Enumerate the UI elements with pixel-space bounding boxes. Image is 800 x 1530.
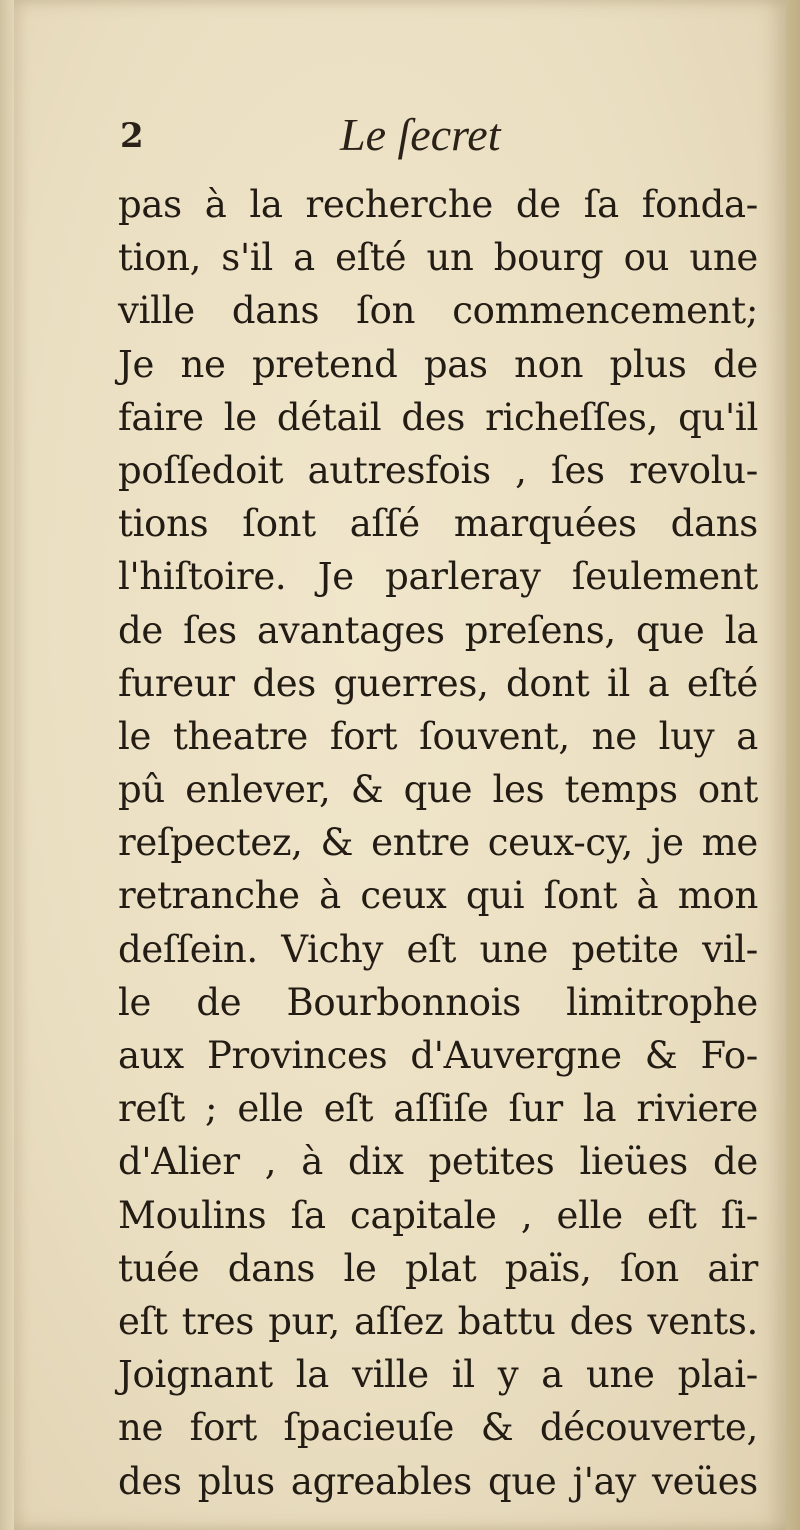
page-right-edge [786,0,800,1530]
page-left-edge [0,0,14,1530]
text-line: Joignant la ville il y a une plai- [118,1353,758,1397]
text-line: poſſedoit autresfois , ſes revolu- [118,448,758,492]
text-line: des plus agreables que j'ay veües [118,1459,758,1503]
text-line: eſt tres pur, aſſez battu des vents. [118,1299,758,1343]
text-line: pas à la recherche de ſa fonda- [118,183,758,226]
text-line: retranche à ceux qui ſont à mon [118,874,758,918]
page-header [118,108,758,168]
text-line: Moulins ſa capitale , elle eſt ſi- [118,1193,758,1237]
text-line: d'Alier , à dix petites lieües de [118,1140,758,1184]
text-line: fureur des guerres, dont il a eſté [118,661,758,705]
text-line: ne fort ſpacieuſe & découverte, [118,1406,758,1450]
text-line: faire le détail des richeſſes, qu'il [118,395,758,439]
text-line: le de Bourbonnois limitrophe [118,980,758,1024]
running-title: Le ſecret [340,109,501,160]
text-line: Je ne pretend pas non plus de [118,342,758,386]
body-text [118,178,758,1508]
text-line: de ſes avantages preſens, que la [118,608,758,652]
text-line: tuée dans le plat païs, ſon air [118,1246,758,1290]
text-line: ville dans ſon commencement; [118,289,758,333]
text-line: reſt ; elle eſt aſſiſe ſur la riviere [118,1087,758,1131]
text-line: aux Provinces d'Auvergne & Fo- [118,1034,758,1077]
text-line: deſſein. Vichy eſt une petite vil- [118,927,758,971]
text-line: reſpectez, & entre ceux-cy, je me [118,821,758,865]
text-line: tions ſont aſſé marquées dans [118,502,758,546]
text-line: le theatre fort ſouvent, ne luy a [118,714,758,758]
text-line: l'hiſtoire. Je parleray ſeulement [118,555,758,599]
page-number: 2 [120,116,144,156]
text-line: pû enlever, & que les temps ont [118,768,758,812]
text-line: tion, s'il a eſté un bourg ou une [118,236,758,280]
